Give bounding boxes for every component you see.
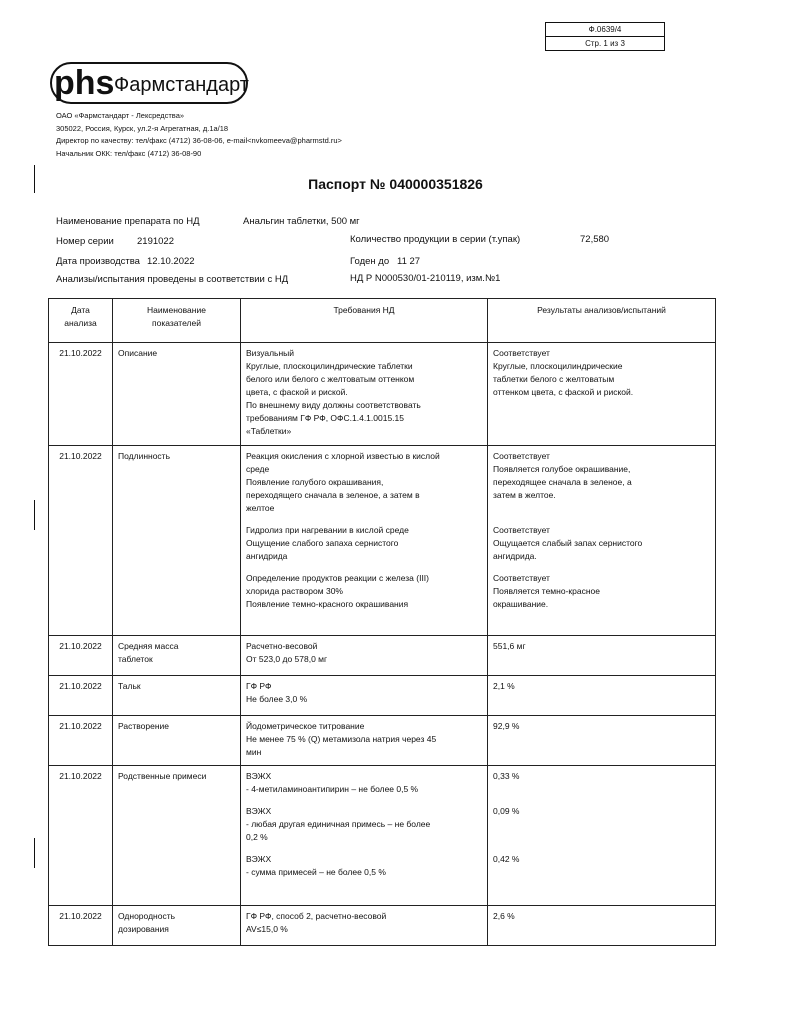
results-table: [48, 298, 716, 946]
cell-date: 21.10.2022: [49, 636, 113, 676]
scan-mark: [34, 838, 35, 868]
table-row: [49, 343, 716, 446]
table-row: [49, 636, 716, 676]
cell-date: 21.10.2022: [49, 716, 113, 766]
cell-date: 21.10.2022: [49, 446, 113, 636]
qc-head-contact: Начальник ОКК: тел/факс (4712) 36-08-90: [56, 148, 202, 158]
quantity-label: Количество продукции в серии (т.упак): [350, 234, 521, 245]
scan-mark: [34, 500, 35, 530]
drug-value: Анальгин таблетки, 500 мг: [243, 216, 360, 227]
logo-mark: phs: [54, 64, 115, 102]
cell-indicator: Средняя масса таблеток: [113, 636, 241, 676]
cell-results: 551,6 мг: [488, 636, 716, 676]
expiry-label: Годен до: [350, 256, 390, 267]
series-value: 2191022: [137, 236, 174, 247]
cell-requirements: ВЭЖХ - 4-метиламиноантипирин – не более 0,5 % ВЭЖХ - любая другая единичная примесь – не более 0,2 % ВЭЖХ - сумма примесей – не более 0,5 %: [241, 766, 488, 906]
cell-results: Соответствует Круглые, плоскоцилиндрические таблетки белого с желтоватым оттенком цвета, с фаской и риской.: [488, 343, 716, 446]
cell-results: Соответствует Появляется голубое окрашивание, переходящее сначала в зеленое, а затем в желтое. Соответствует Ощущается слабый запах сернистого ангидрида. Соответствует Появляется темно-красное окрашивание.: [488, 446, 716, 636]
cell-requirements: Расчетно-весовой От 523,0 до 578,0 мг: [241, 636, 488, 676]
production-date-value: 12.10.2022: [147, 256, 195, 267]
cell-date: 21.10.2022: [49, 343, 113, 446]
table-body: [49, 343, 716, 946]
logo-graphic: [50, 60, 250, 106]
cell-results: 92,9 %: [488, 716, 716, 766]
table-row: [49, 906, 716, 946]
table-row: [49, 766, 716, 906]
page-counter: Стр. 1 из 3: [585, 39, 625, 48]
form-code: Ф.0639/4: [546, 23, 664, 37]
cell-results: 0,33 % 0,09 % 0,42 %: [488, 766, 716, 906]
header-requirements: Требования НД: [241, 299, 488, 343]
cell-requirements: Реакция окисления с хлорной известью в кислой среде Появление голубого окрашивания, переходящего сначала в зеленое, а затем в желтое Гидролиз при нагревании в кислой среде Ощущение слабого запаха сернистого ангидрида Определение продуктов реакции с железа (III) хлорида раствором 30% Появление темно-красного окрашивания: [241, 446, 488, 636]
table-row: [49, 716, 716, 766]
cell-date: 21.10.2022: [49, 676, 113, 716]
quantity-value: 72,580: [580, 234, 610, 245]
production-date-label: Дата производства: [56, 256, 140, 267]
cell-indicator: Тальк: [113, 676, 241, 716]
tests-label: Анализы/испытания проведены в соответствии с НД: [56, 274, 289, 285]
company-name: ОАО «Фармстандарт - Лексредства»: [56, 111, 185, 120]
cell-indicator: Описание: [113, 343, 241, 446]
cell-results: 2,6 %: [488, 906, 716, 946]
cell-requirements: Визуальный Круглые, плоскоцилиндрические таблетки белого или белого с желтоватым оттенком цвета, с фаской и риской. По внешнему виду должны соответствовать требованиям ГФ РФ, ОФС.1.4.1.0015.15 «Таблетки»: [241, 343, 488, 446]
cell-indicator: Однородность дозирования: [113, 906, 241, 946]
cell-date: 21.10.2022: [49, 766, 113, 906]
quality-director-contact: Директор по качеству: тел/факс (4712) 36-08-06, e-mail<nvkomeeva@pharmstd.ru>: [56, 136, 342, 145]
cell-date: 21.10.2022: [49, 906, 113, 946]
page-title: Паспорт № 040000351826: [308, 176, 483, 192]
header-indicator: Наименование показателей: [113, 299, 241, 343]
cell-indicator: Подлинность: [113, 446, 241, 636]
table-row: [49, 676, 716, 716]
form-code-box: [545, 22, 665, 51]
header-date: Дата анализа: [49, 299, 113, 343]
nd-reference: НД Р N000530/01-210119, изм.№1: [350, 273, 501, 284]
table-row: [49, 446, 716, 636]
cell-indicator: Родственные примеси: [113, 766, 241, 906]
expiry-value: 11 27: [397, 256, 421, 267]
logo-name: Фармстандарт: [114, 74, 249, 96]
cell-results: 2,1 %: [488, 676, 716, 716]
cell-indicator: Растворение: [113, 716, 241, 766]
header-results: Результаты анализов/испытаний: [488, 299, 716, 343]
cell-requirements: ГФ РФ Не более 3,0 %: [241, 676, 488, 716]
series-label: Номер серии: [56, 236, 114, 247]
cell-requirements: ГФ РФ, способ 2, расчетно-весовой AV≤15,0 %: [241, 906, 488, 946]
cell-requirements: Йодометрическое титрование Не менее 75 % (Q) метамизола натрия через 45 мин: [241, 716, 488, 766]
drug-label: Наименование препарата по НД: [56, 216, 200, 227]
table-header-row: [49, 299, 716, 343]
company-info: [56, 110, 342, 160]
company-logo: [50, 60, 250, 106]
company-address: 305022, Россия, Курск, ул.2-я Агрегатная, д.1а/18: [56, 123, 229, 133]
